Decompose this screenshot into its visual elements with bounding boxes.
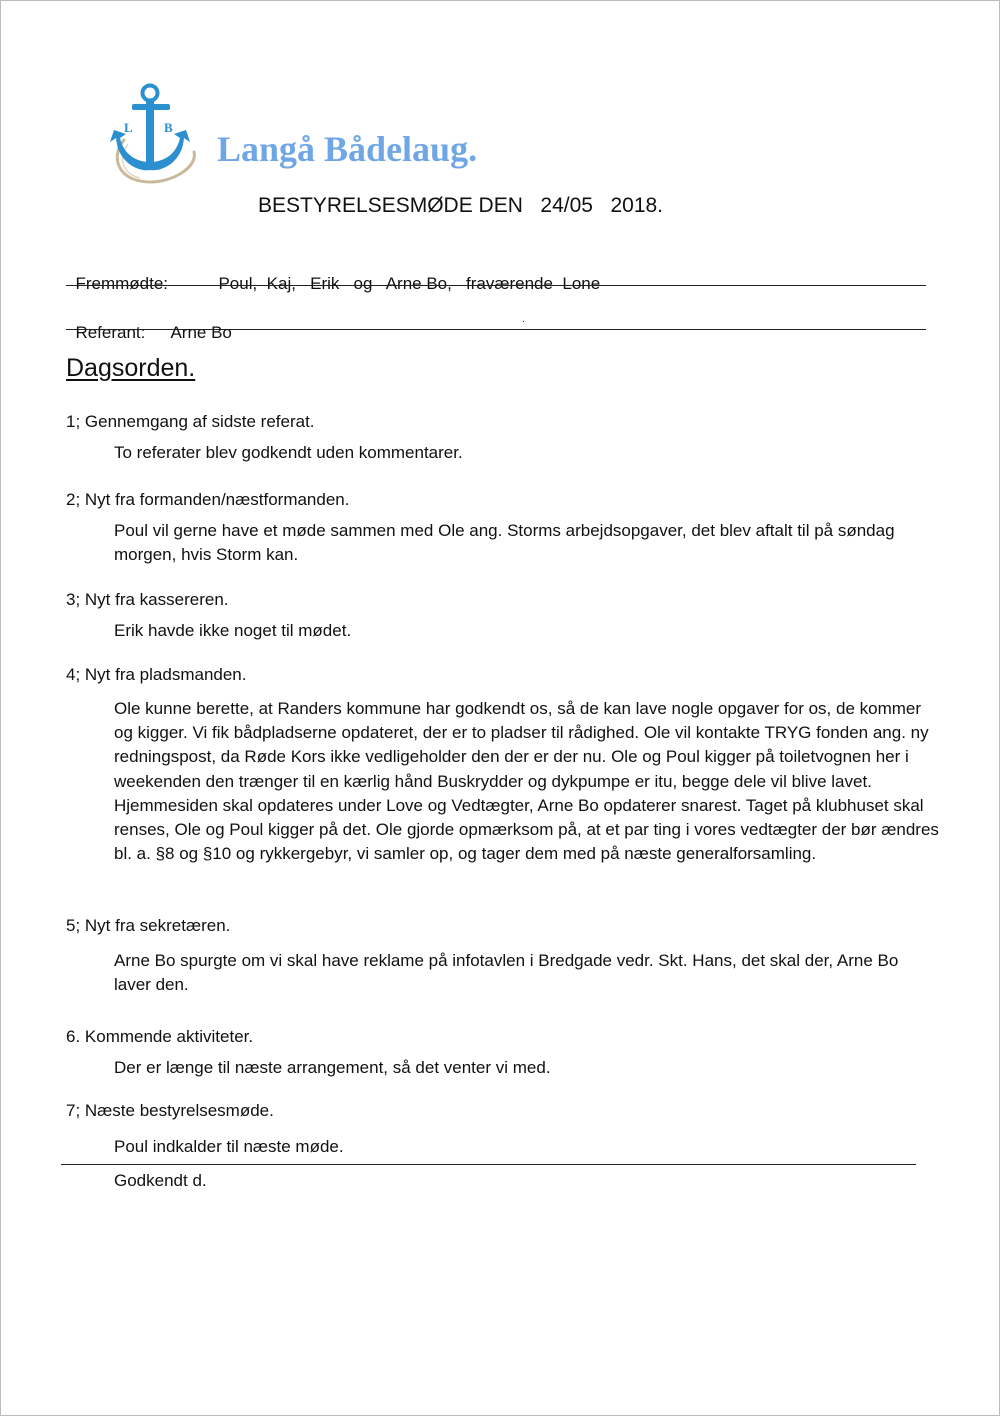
agenda-item-body: Poul vil gerne have et møde sammen med Ole ang. Storms arbejdsopgaver, det blev aftalt til på søndag morgen, hvis Storm kan. [114,521,895,565]
attendees-row [66,254,600,294]
referent-value: Arne Bo [170,323,232,342]
agenda-item-title: 6. Kommende aktiviteter. [66,1027,254,1046]
logo-letter-b: B [164,120,173,135]
agenda-item-title: 4; Nyt fra pladsmanden. [66,665,247,684]
agenda-item-body: Der er længe til næste arrangement, så det venter vi med. [114,1058,551,1077]
agenda-item-body: To referater blev godkendt uden kommentarer. [114,443,463,462]
referent-row [66,303,232,343]
attendees-label: Fremmødte: [75,274,169,293]
agenda-item-title: 2; Nyt fra formanden/næstformanden. [66,490,350,509]
logo-letter-l: L [124,120,133,135]
meeting-title: BESTYRELSESMØDE DEN 24/05 2018. [258,194,664,217]
divider-line [66,285,926,286]
organization-name: Langå Bådelaug. [217,129,478,169]
agenda-heading: Dagsorden. [66,354,196,382]
agenda-item-title: 3; Nyt fra kassereren. [66,590,229,609]
stray-mark: . [522,314,525,325]
attendees-value: Poul, Kaj, Erik og Arne Bo, fraværende Lone [218,274,601,293]
agenda-item-body: Ole kunne berette, at Randers kommune har godkendt os, så de kan lave nogle opgaver for os, de kommer og kigger. Vi fik bådpladserne opdateret, der er to pladser til rådighed. Ole vil kontakte TRYG fonden ang. ny redningspost, da Røde Kors ikke vedligeholder den der er der nu. Ole og Poul kigger på toiletvognen her i weekenden den trænger til en kærlig hånd Buskrydder og dykpumpe er itu, begge dele vil blive lavet. Hjemmesiden skal opdateres under Love og Vedtægter, Arne Bo opdaterer snarest. Taget på klubhuset skal renses, Ole og Poul kigger på det. Ole gjorde opmærksom på, at et par ting i vores vedtægter der bør ændres bl. a. §8 og §10 og rykkergebyr, vi samler op, og tager dem med på næste generalforsamling. [114,699,939,864]
referent-label: Referant: [75,323,146,342]
divider-line [61,1164,916,1165]
anchor-icon [110,82,200,186]
agenda-item-title: 7; Næste bestyrelsesmøde. [66,1101,274,1120]
agenda-item-title: 5; Nyt fra sekretæren. [66,916,231,935]
approved-label: Godkendt d. [114,1171,207,1190]
agenda-item-title: 1; Gennemgang af sidste referat. [66,412,315,431]
agenda-item-body: Poul indkalder til næste møde. [114,1137,344,1156]
divider-line [66,329,926,330]
agenda-item-body: Arne Bo spurgte om vi skal have reklame på infotavlen i Bredgade vedr. Skt. Hans, det skal der, Arne Bo laver den. [114,951,899,995]
agenda-item-body: Erik havde ikke noget til mødet. [114,621,352,640]
